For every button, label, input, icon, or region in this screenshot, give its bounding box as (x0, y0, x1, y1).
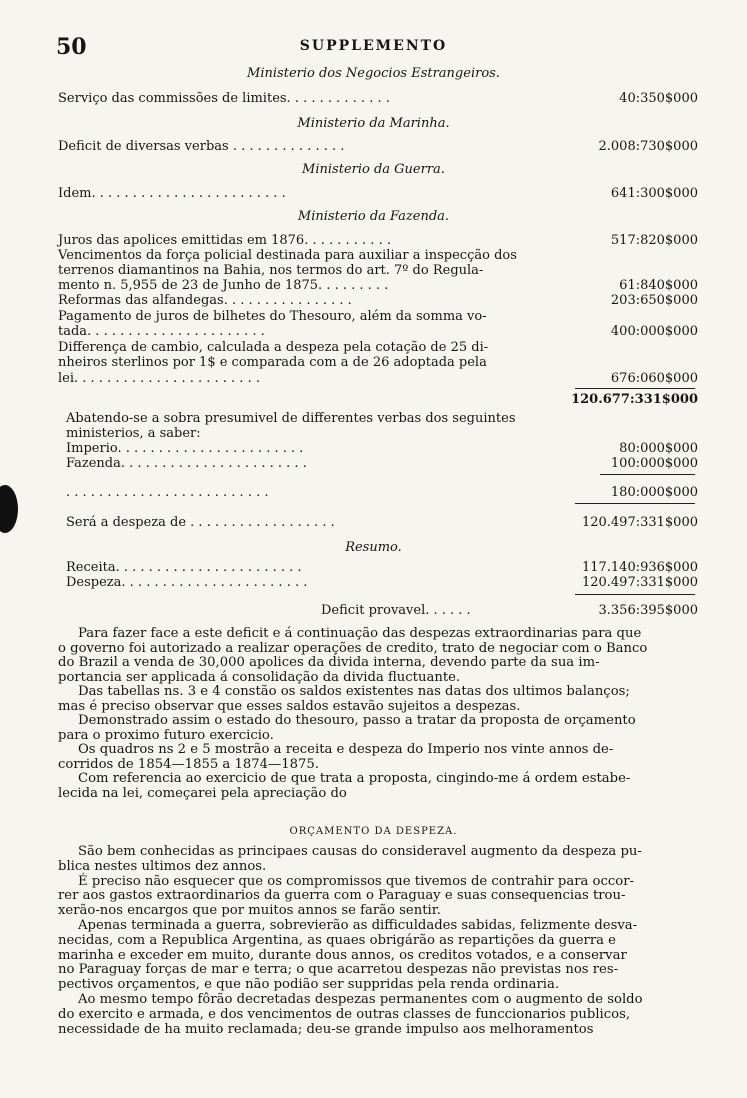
text-line: mas é preciso observar que esses saldos estavão sujeitos a despezas. (58, 698, 521, 714)
running-title: SUPPLEMENTO (299, 38, 448, 54)
row-amount: 117.140:936$000 (581, 560, 698, 575)
section-heading: Ministerio da Marinha. (297, 116, 450, 131)
text-line: xerão-nos encargos que por muitos annos se farão sentir. (58, 903, 441, 919)
abatendo-text: Abatendo-se a sobra presumivel de differentes verbas dos seguintes (66, 411, 516, 426)
row-label: nheiros sterlinos por 1$ e comparada com a de 26 adoptada pela (58, 355, 487, 370)
text-line: blica nestes ultimos dez annos. (58, 858, 267, 874)
row-label: lei. . . . . . . . . . . . . . . . . . . . . . . (58, 371, 260, 386)
text-line: portancia ser applicada á consolidação da divida fluctuante. (58, 669, 461, 685)
row-amount: 400:000$000 (610, 324, 698, 339)
deficit-label: Deficit provavel. . . . . . (321, 603, 471, 618)
row-label: tada. . . . . . . . . . . . . . . . . . . . . . (58, 324, 265, 339)
row-amount: 517:820$000 (610, 233, 698, 248)
section-heading: Ministerio da Fazenda. (297, 209, 450, 224)
text-line: necidas, com a Republica Argentina, as quaes obrigárão as repartições da guerra e (58, 932, 616, 948)
row-label: Vencimentos da força policial destinada para auxiliar a inspecção dos (58, 248, 517, 263)
text-line: pectivos orçamentos, e que não podião ser suppridas pela renda ordinaria. (58, 977, 560, 993)
row-amount: 2.008:730$000 (598, 139, 698, 154)
page-number: 50 (56, 34, 87, 60)
section-heading: Resumo. (345, 540, 402, 555)
abatendo-text: ministerios, a saber: (66, 426, 201, 441)
row-label: Despeza. . . . . . . . . . . . . . . . . . . . . . . (66, 575, 308, 590)
row-amount: 61:840$000 (619, 278, 698, 293)
subtotal-amount: 120.677:331$000 (571, 392, 698, 407)
row-label: Serviço das commissões de limites. . . . . . . . . . . . . (58, 91, 390, 106)
row-label: . . . . . . . . . . . . . . . . . . . . . . . . . (66, 485, 269, 500)
row-label: Deficit de diversas verbas . . . . . . . . . . . . . . (58, 139, 345, 154)
row-label: Idem. . . . . . . . . . . . . . . . . . . . . . . . (58, 186, 286, 201)
row-amount: 40:350$000 (619, 91, 698, 106)
section-heading: Ministerio da Guerra. (302, 162, 445, 177)
text-line: o governo foi autorizado a realizar operações de credito, trato de negociar com o Banco (58, 640, 648, 656)
row-label: Differença de cambio, calculada a despeza pela cotação de 25 di- (58, 340, 489, 355)
text-line: do exercito e armada, e dos vencimentos de outras classes de funccionarios publicos, (58, 1006, 631, 1022)
text-line: do Brazil a venda de 30,000 apolices da divida interna, devendo parte da sua im- (58, 655, 600, 670)
text-line: Demonstrado assim o estado do thesouro, passo a tratar da proposta de orçamento (78, 713, 636, 728)
sum-rule (600, 474, 695, 475)
ink-blot (0, 485, 18, 533)
row-amount: 120.497:331$000 (581, 515, 698, 530)
row-amount: 676:060$000 (610, 371, 698, 386)
text-line: Das tabellas ns. 3 e 4 constão os saldos existentes nas datas dos ultimos balanços; (78, 684, 630, 699)
row-label: Imperio. . . . . . . . . . . . . . . . . . . . . . . (66, 441, 304, 456)
subheading: ORÇAMENTO DA DESPEZA. (289, 826, 458, 837)
row-label: Juros das apolices emittidas em 1876. . . . . . . . . . . (58, 233, 391, 248)
sum-rule (575, 388, 695, 389)
row-label: Reformas das alfandegas. . . . . . . . . . . . . . . . (58, 293, 352, 308)
section-heading: Ministerio dos Negocios Estrangeiros. (247, 66, 500, 81)
text-line: Ao mesmo tempo fôrão decretadas despezas permanentes com o augmento de soldo (78, 992, 643, 1007)
row-amount: 203:650$000 (610, 293, 698, 308)
text-line: Os quadros ns 2 e 5 mostrão a receita e despeza do Imperio nos vinte annos de- (78, 742, 614, 757)
row-amount: 80:000$000 (619, 441, 698, 456)
deficit-amount: 3.356:395$000 (598, 603, 698, 618)
row-amount: 641:300$000 (610, 186, 698, 201)
sum-rule (575, 594, 695, 595)
text-line: É preciso não esquecer que os compromissos que tivemos de contrahir para occor- (78, 873, 634, 889)
text-line: rer aos gastos extraordinarios da guerra com o Paraguay e suas consequencias trou- (58, 888, 626, 904)
row-label: mento n. 5,955 de 23 de Junho de 1875. . . . . . . . . (58, 278, 389, 293)
text-line: necessidade de ha muito reclamada; deu-se grande impulso aos melhoramentos (58, 1021, 594, 1037)
row-label: Receita. . . . . . . . . . . . . . . . . . . . . . . (66, 560, 302, 575)
row-label: terrenos diamantinos na Bahia, nos termos do art. 7º do Regula- (58, 263, 484, 278)
text-line: São bem conhecidas as principaes causas do consideravel augmento da despeza pu- (78, 844, 642, 859)
text-line: para o proximo futuro exercicio. (58, 727, 274, 743)
text-line: marinha e exceder em muito, durante dous annos, os creditos votados, e a conservar (58, 947, 627, 963)
row-label: Pagamento de juros de bilhetes do Thesouro, além da somma vo- (58, 309, 487, 324)
text-line: Para fazer face a este deficit e á continuação das despezas extraordinarias para que (78, 626, 642, 641)
text-line: Com referencia ao exercicio de que trata a proposta, cingindo-me á ordem estabe- (78, 771, 631, 786)
row-amount: 180:000$000 (610, 485, 698, 500)
row-label: Fazenda. . . . . . . . . . . . . . . . . . . . . . . (66, 456, 307, 471)
text-line: corridos de 1854—1855 a 1874—1875. (58, 756, 319, 772)
row-label: Será a despeza de . . . . . . . . . . . . . . . . . . (66, 515, 335, 530)
row-amount: 120.497:331$000 (581, 575, 698, 590)
text-line: Apenas terminada a guerra, sobrevierão as difficuldades sabidas, felizmente desva- (78, 918, 638, 933)
text-line: lecida na lei, começarei pela apreciação do (58, 785, 347, 801)
sum-rule (575, 503, 695, 504)
row-amount: 100:000$000 (610, 456, 698, 471)
text-line: no Paraguay forças de mar e terra; o que acarretou despezas não previstas nos res- (58, 962, 619, 978)
